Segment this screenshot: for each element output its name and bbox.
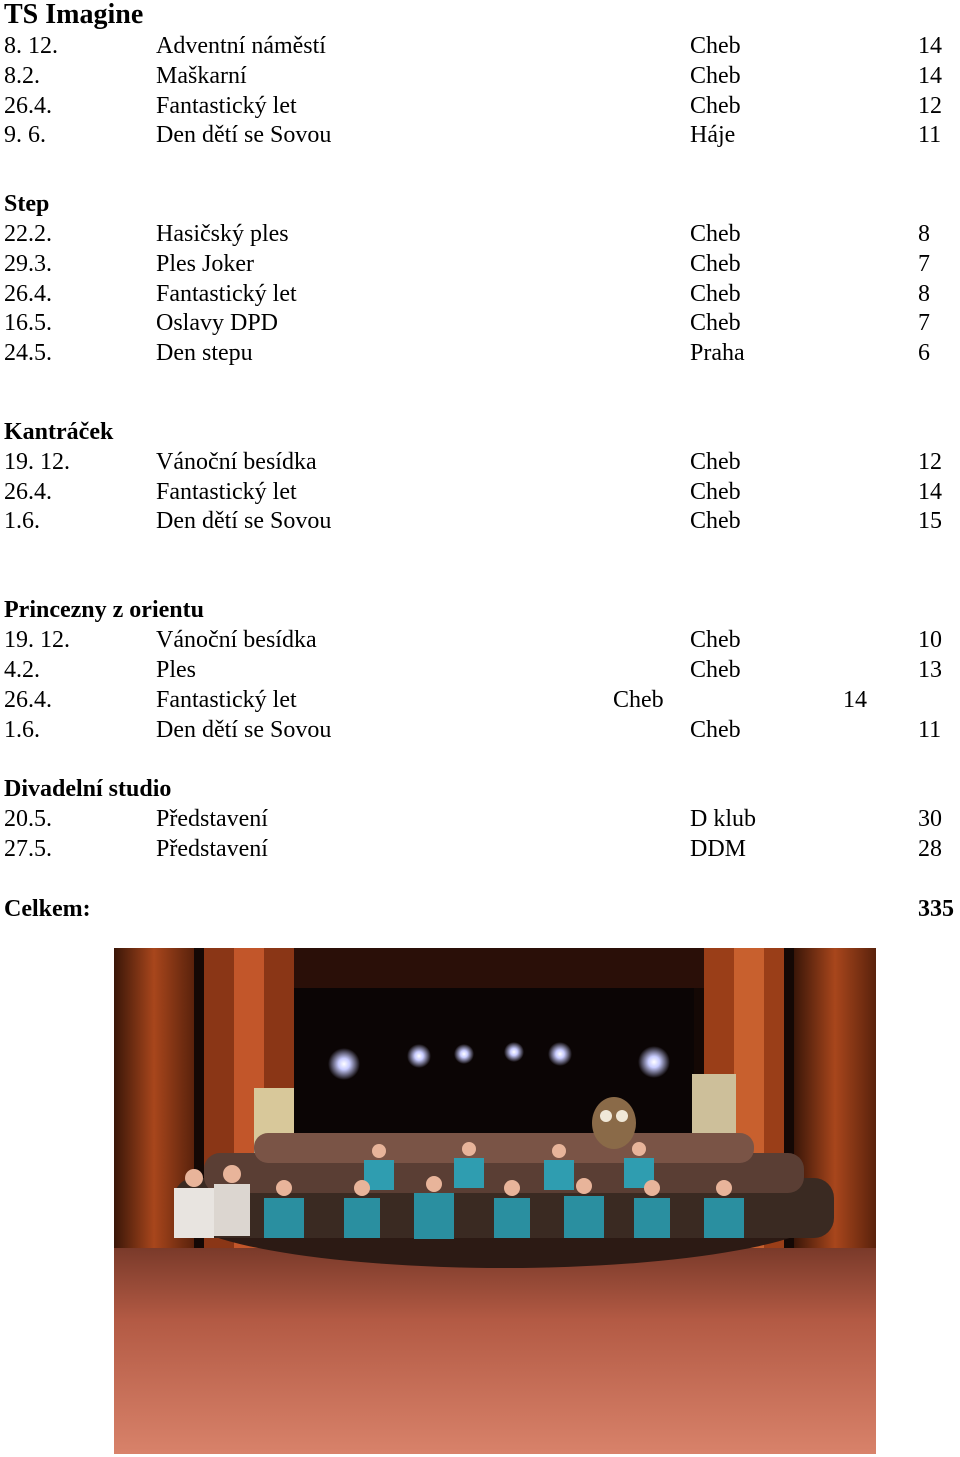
- row-event: Představení: [156, 836, 268, 862]
- row-date: 9. 6.: [4, 122, 46, 148]
- row-event: Maškarní: [156, 63, 247, 89]
- row-place: Cheb: [690, 251, 741, 277]
- row-count: 11: [918, 717, 942, 743]
- row-count: 14: [918, 33, 942, 59]
- row-date: 26.4.: [4, 281, 52, 307]
- row-date: 8.2.: [4, 63, 40, 89]
- row-date: 16.5.: [4, 310, 52, 336]
- row-date: 19. 12.: [4, 627, 70, 653]
- row-event: Den dětí se Sovou: [156, 508, 332, 534]
- row-place: Cheb: [690, 310, 741, 336]
- row-count: 14: [843, 687, 867, 713]
- section-title: Princezny z orientu: [4, 597, 204, 623]
- row-count: 8: [918, 281, 930, 307]
- section-title: Step: [4, 191, 50, 217]
- row-date: 26.4.: [4, 479, 52, 505]
- row-event: Vánoční besídka: [156, 449, 317, 475]
- row-place: Háje: [690, 122, 736, 148]
- row-date: 1.6.: [4, 717, 40, 743]
- row-place: Cheb: [690, 281, 741, 307]
- row-count: 30: [918, 806, 942, 832]
- row-count: 14: [918, 479, 942, 505]
- row-date: 29.3.: [4, 251, 52, 277]
- row-place: Cheb: [613, 687, 664, 713]
- row-date: 20.5.: [4, 806, 52, 832]
- row-place: Cheb: [690, 63, 741, 89]
- row-count: 8: [918, 221, 930, 247]
- row-count: 7: [918, 251, 930, 277]
- row-event: Fantastický let: [156, 479, 297, 505]
- row-event: Fantastický let: [156, 93, 297, 119]
- stage-photo-illustration: [114, 948, 876, 1454]
- row-event: Vánoční besídka: [156, 627, 317, 653]
- row-place: Cheb: [690, 93, 741, 119]
- row-event: Fantastický let: [156, 281, 297, 307]
- group-photo: [114, 948, 876, 1454]
- row-count: 28: [918, 836, 942, 862]
- row-date: 24.5.: [4, 340, 52, 366]
- row-count: 7: [918, 310, 930, 336]
- row-event: Představení: [156, 806, 268, 832]
- row-count: 13: [918, 657, 942, 683]
- row-event: Fantastický let: [156, 687, 297, 713]
- section-title: Kantráček: [4, 419, 114, 445]
- row-event: Den stepu: [156, 340, 253, 366]
- row-date: 8. 12.: [4, 33, 58, 59]
- total-value: 335: [918, 896, 954, 922]
- row-date: 22.2.: [4, 221, 52, 247]
- row-date: 4.2.: [4, 657, 40, 683]
- row-count: 15: [918, 508, 942, 534]
- row-date: 19. 12.: [4, 449, 70, 475]
- row-place: Cheb: [690, 221, 741, 247]
- row-count: 6: [918, 340, 930, 366]
- row-place: Cheb: [690, 479, 741, 505]
- row-date: 26.4.: [4, 93, 52, 119]
- row-event: Den dětí se Sovou: [156, 717, 332, 743]
- row-place: D klub: [690, 806, 756, 832]
- row-event: Adventní náměstí: [156, 33, 326, 59]
- section-title: Divadelní studio: [4, 776, 172, 802]
- row-place: Praha: [690, 340, 745, 366]
- row-date: 1.6.: [4, 508, 40, 534]
- row-event: Ples: [156, 657, 197, 683]
- section-title: TS Imagine: [4, 0, 144, 30]
- row-count: 10: [918, 627, 942, 653]
- row-place: Cheb: [690, 449, 741, 475]
- row-event: Hasičský ples: [156, 221, 289, 247]
- total-label: Celkem:: [4, 896, 91, 922]
- row-place: Cheb: [690, 657, 741, 683]
- row-event: Ples Joker: [156, 251, 254, 277]
- row-count: 11: [918, 122, 942, 148]
- row-place: Cheb: [690, 508, 741, 534]
- row-count: 12: [918, 449, 942, 475]
- row-date: 26.4.: [4, 687, 52, 713]
- row-place: Cheb: [690, 717, 741, 743]
- row-event: Oslavy DPD: [156, 310, 279, 336]
- row-event: Den dětí se Sovou: [156, 122, 332, 148]
- row-count: 14: [918, 63, 942, 89]
- row-place: DDM: [690, 836, 747, 862]
- row-place: Cheb: [690, 627, 741, 653]
- row-place: Cheb: [690, 33, 741, 59]
- row-date: 27.5.: [4, 836, 52, 862]
- row-count: 12: [918, 93, 942, 119]
